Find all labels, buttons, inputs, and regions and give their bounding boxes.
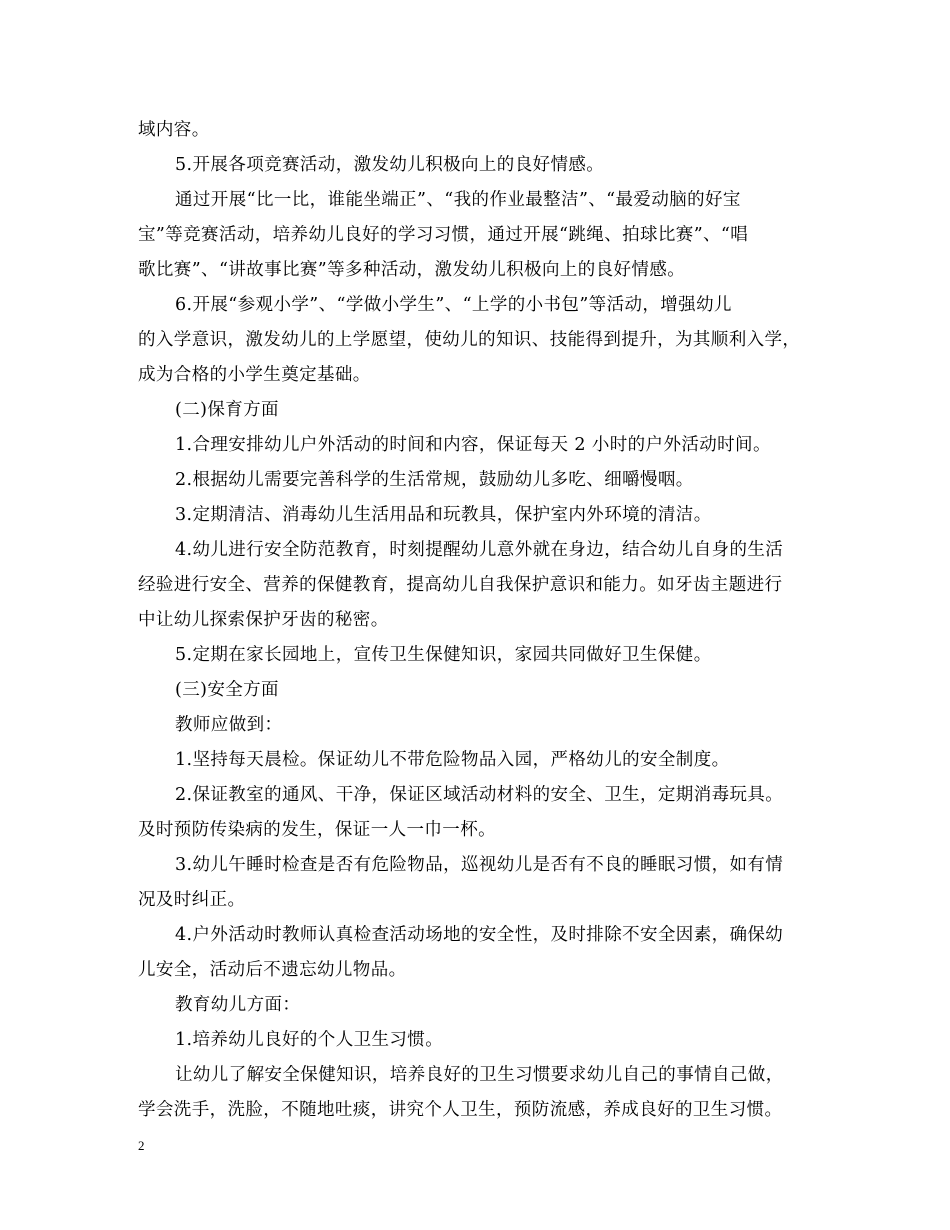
text-line-16: 5.定期在家长园地上，宣传卫生保健知识，家园共同做好卫生保健。 [175,645,712,665]
text-line-27: 1.培养幼儿良好的个人卫生习惯。 [175,1030,444,1050]
text-line-29: 学会洗手，洗脸，不随地吐痰，讲究个人卫生，预防流感，养成良好的卫生习惯。 [138,1100,783,1120]
page-number: 2 [138,1138,145,1153]
text-line-5: 歌比赛”、“讲故事比赛”等多种活动，激发幼儿积极向上的良好情感。 [138,260,686,280]
text-line-14: 经验进行安全、营养的保健教育，提高幼儿自我保护意识和能力。如牙齿主题进行 [138,575,783,595]
text-line-15: 中让幼儿探索保护牙齿的秘密。 [138,610,389,630]
text-line-4: 宝”等竞赛活动，培养幼儿良好的学习习惯，通过开展“跳绳、拍球比赛”、“唱 [138,225,749,245]
text-line-22: 3.幼儿午睡时检查是否有危险物品，巡视幼儿是否有不良的睡眠习惯，如有情 [175,855,784,875]
text-line-23: 况及时纠正。 [138,890,246,910]
text-line-3: 通过开展“比一比，谁能坐端正”、“我的作业最整洁”、“最爱动脑的好宝 [175,190,741,210]
text-line-26: 教育幼儿方面： [175,995,301,1015]
text-line-6: 6.开展“参观小学”、“学做小学生”、“上学的小书包”等活动，增强幼儿 [175,295,732,315]
text-line-18: 教师应做到： [175,715,283,735]
text-line-7: 的入学意识，激发幼儿的上学愿望，使幼儿的知识、技能得到提升，为其顺利入学， [138,330,801,350]
text-line-19: 1.坚持每天晨检。保证幼儿不带危险物品入园，严格幼儿的安全制度。 [175,750,730,770]
text-line-24: 4.户外活动时教师认真检查活动场地的安全性，及时排除不安全因素，确保幼 [175,925,784,945]
section-heading-care: (二)保育方面 [175,400,279,420]
text-line-28: 让幼儿了解安全保健知识，培养良好的卫生习惯要求幼儿自己的事情自己做， [175,1065,784,1085]
text-line-25: 儿安全，活动后不遗忘幼儿物品。 [138,960,407,980]
text-line-13: 4.幼儿进行安全防范教育，时刻提醒幼儿意外就在身边，结合幼儿自身的生活 [175,540,784,560]
section-heading-safety: (三)安全方面 [175,680,279,700]
text-line-12: 3.定期清洁、消毒幼儿生活用品和玩教具，保护室内外环境的清洁。 [175,505,712,525]
text-line-21: 及时预防传染病的发生，保证一人一巾一杯。 [138,820,496,840]
document-body [138,113,828,1128]
text-line-20: 2.保证教室的通风、干净，保证区域活动材料的安全、卫生，定期消毒玩具。 [175,785,784,805]
text-line-11: 2.根据幼儿需要完善科学的生活常规，鼓励幼儿多吃、细嚼慢咽。 [175,470,694,490]
text-line-8: 成为合格的小学生奠定基础。 [138,365,371,385]
text-line-10: 1.合理安排幼儿户外活动的时间和内容，保证每天 2 小时的户外活动时间。 [175,435,771,455]
text-line-2: 5.开展各项竞赛活动，激发幼儿积极向上的良好情感。 [175,155,605,175]
text-line-1: 域内容。 [138,120,210,140]
